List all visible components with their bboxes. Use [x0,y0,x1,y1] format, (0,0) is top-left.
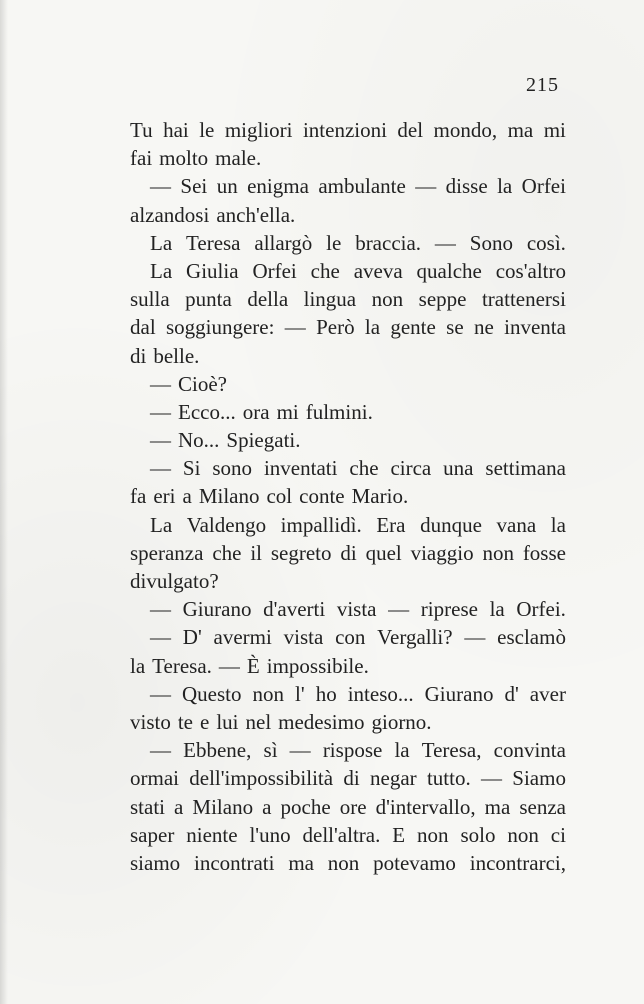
word: ma [507,118,534,142]
word: — [150,371,171,396]
word: incontrarci, [469,850,566,875]
word: viaggio [410,540,474,565]
text-line [130,764,566,792]
word: impallidì. [280,512,362,537]
word: hai [163,118,189,142]
word: Si [182,456,201,481]
word: di [343,766,360,791]
word: a [262,794,272,819]
word: qualche [416,258,482,283]
word: medesimo [278,709,365,734]
text-line [130,172,566,200]
word: Orfei [252,258,297,283]
word: speranza [130,540,204,565]
text-line [130,793,566,821]
word: d'intervallo, [375,794,476,819]
word: Teresa. [152,653,212,678]
text-line [130,116,566,144]
word: — [289,738,311,763]
word: sì [263,738,278,763]
word: — [481,766,502,791]
word: dal [130,315,156,340]
word: soggiungere: [165,315,275,340]
word: ne [473,315,494,340]
word: dell'impossibilità [189,766,334,791]
word: migliori [224,118,293,142]
word: mondo, [433,118,498,142]
word: gente [390,315,436,340]
word: mi [543,118,566,142]
text-line [130,398,566,426]
word: Giurano [182,597,252,622]
word: La [150,230,173,255]
word: non [252,681,285,706]
word: senza [519,794,566,819]
text-line [130,144,566,172]
word: saper [130,822,175,847]
word: con [335,625,366,650]
word: settimana [485,456,566,481]
word: convinta [493,738,566,763]
word: negar [370,766,417,791]
page-number: 215 [526,74,559,96]
word: quel [365,540,402,565]
word: La [150,258,173,283]
word: Siamo [512,766,566,791]
word: Mario. [351,484,409,509]
text-line [130,708,566,736]
word: non [371,287,404,312]
text-line [130,680,566,708]
word: mi [276,399,299,424]
word: enigma [247,174,309,199]
word: potevamo [373,850,456,875]
word: Teresa, [421,738,482,763]
text-line [130,511,566,539]
word: ci [550,822,566,847]
word: vista [336,597,377,622]
word: Spiegati. [226,428,301,453]
word: divulgato? [130,569,219,593]
word: di [340,540,357,565]
word: le [326,230,342,255]
word: non [417,822,449,847]
word: La [150,512,173,537]
word: fulmini. [305,399,373,424]
word: fa [130,484,147,509]
word: Vergalli? [377,625,453,650]
word: d'averti [263,597,326,622]
word: — [150,174,171,199]
word: niente [186,822,238,847]
word: Tu [130,118,153,142]
word: Orfei. [516,597,566,622]
word: — [464,625,486,650]
word: Sei [180,174,208,199]
word: ora [242,399,270,424]
text-line [130,849,566,877]
text-line [130,482,566,510]
word: Ebbene, [183,738,252,763]
word: Teresa [186,230,241,255]
body-text [130,116,566,877]
text-line [130,736,566,764]
word: — [415,174,437,199]
word: D' [182,625,202,650]
word: — [388,597,410,622]
word: disse [445,174,488,199]
word: vista [283,625,324,650]
word: male. [215,146,262,171]
word: un [216,174,238,199]
word: E [392,822,406,847]
word: l'uno [249,822,291,847]
word: segreto [270,540,332,565]
word: giorno. [371,709,432,734]
word: sulla [130,287,170,312]
text-line [130,595,566,623]
word: Orfei [521,174,566,199]
word: Sono [469,230,513,255]
word: siamo [130,850,181,875]
word: — [150,738,171,763]
word: Milano [192,794,254,819]
text-line [130,567,566,595]
word: — [150,456,171,481]
word: non [507,822,539,847]
word: Giulia [186,258,239,283]
word: stati [130,794,165,819]
word: esclamò [497,625,566,650]
word: poche [280,794,331,819]
word: Giurano [424,681,494,706]
text-line [130,313,566,341]
word: trattenersi [481,287,566,312]
word: di [130,343,147,368]
word: che [212,540,242,565]
word: braccia. [355,230,422,255]
word: belle. [153,343,200,368]
word: eri [153,484,176,509]
word: una [443,456,474,481]
word: Era [376,512,406,537]
word: Cioè? [178,371,227,396]
word: così. [526,230,566,255]
word: sono [212,456,253,481]
word: — [150,399,171,424]
word: lui [216,709,239,734]
word: intenzioni [302,118,387,142]
word: inteso... [347,681,414,706]
word: le [199,118,215,142]
word: tutto. [426,766,471,791]
word: — [434,230,456,255]
word: No... [178,428,220,453]
word: e [200,709,210,734]
word: Però [316,315,355,340]
text-line [130,257,566,285]
word: fai [130,146,153,171]
word: aveva [353,258,403,283]
word: riprese [420,597,478,622]
text-line [130,652,566,680]
word: Valdengo [186,512,267,537]
word: allargò [254,230,313,255]
word: ma [484,794,511,819]
word: È [246,653,260,678]
word: ho [315,681,337,706]
word: impossibile. [266,653,369,678]
word: se [446,315,464,340]
word: non [482,540,514,565]
word: circa [390,456,432,481]
text-line [130,201,566,229]
word: nel [245,709,272,734]
word: vana [496,512,537,537]
word: seppe [418,287,467,312]
word: fosse [522,540,566,565]
text-line [130,285,566,313]
word: del [397,118,424,142]
word: non [327,850,360,875]
word: la [130,653,146,678]
word: inventa [504,315,566,340]
word: a [174,794,184,819]
word: visto [130,709,171,734]
word: anch'ella. [216,202,296,227]
word: Milano [198,484,260,509]
word: la [550,512,566,537]
word: incontrati [194,850,275,875]
word: col [266,484,293,509]
word: che [349,456,379,481]
word: a [182,484,192,509]
word: ambulante [318,174,406,199]
word: te [177,709,193,734]
text-line [130,454,566,482]
text-line [130,426,566,454]
word: l' [295,681,305,706]
text-line [130,342,566,370]
word: alzandosi [130,202,210,227]
text-line [130,229,566,257]
word: lingua [303,287,357,312]
word: la [489,597,505,622]
word: ormai [130,766,179,791]
word: rispose [322,738,383,763]
word: — [150,428,171,453]
word: — [150,681,171,706]
word: Ecco... [178,399,236,424]
word: — [150,625,171,650]
text-line [130,370,566,398]
page-gutter-shadow [0,0,8,1004]
word: solo [460,822,496,847]
word: che [310,258,340,283]
word: ma [288,850,314,875]
word: — [218,653,240,678]
word: conte [299,484,345,509]
word: la [364,315,381,340]
word: della [247,287,289,312]
word: — [150,597,171,622]
word: — [284,315,306,340]
word: ore [339,794,367,819]
word: il [250,540,262,565]
word: cos'altro [495,258,566,283]
text-line [130,821,566,849]
word: inventati [263,456,338,481]
word: dunque [420,512,482,537]
word: aver [529,681,566,706]
word: la [497,174,513,199]
word: d' [504,681,519,706]
word: dell'altra. [302,822,381,847]
text-line [130,623,566,651]
word: molto [159,146,209,171]
word: Questo [182,681,242,706]
word: avermi [213,625,272,650]
word: punta [185,287,232,312]
text-line [130,539,566,567]
word: la [394,738,410,763]
